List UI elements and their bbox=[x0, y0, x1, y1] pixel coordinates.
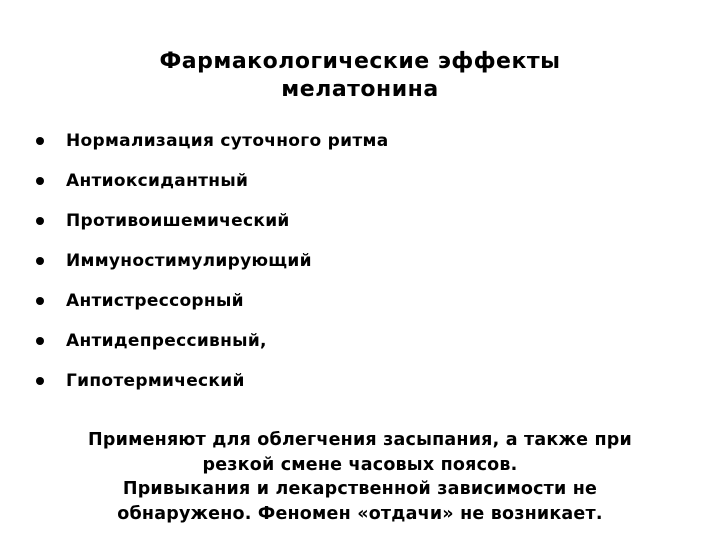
list-item-text: Противоишемический bbox=[66, 211, 290, 231]
list-item bbox=[36, 281, 388, 321]
list-item-text: Гипотермический bbox=[66, 371, 245, 391]
bullet-icon bbox=[36, 257, 44, 265]
list-item bbox=[36, 201, 388, 241]
bullet-icon bbox=[36, 377, 44, 385]
list-item bbox=[36, 241, 388, 281]
slide-title: Фармакологические эффекты мелатонина bbox=[159, 49, 561, 102]
list-item bbox=[36, 321, 388, 361]
list-item bbox=[36, 361, 388, 401]
usage-note: Применяют для облегчения засыпания, а также при резкой смене часовых поясов. Привыкания и лекарственной зависимости не обнаружено. Феномен «отдачи» не возникает. bbox=[88, 430, 632, 524]
list-item-text: Иммуностимулирующий bbox=[66, 251, 312, 271]
list-item-text: Антиоксидантный bbox=[66, 171, 249, 191]
list-item-text: Антидепрессивный, bbox=[66, 331, 267, 351]
effects-list bbox=[36, 121, 388, 401]
list-item bbox=[36, 161, 388, 201]
bullet-icon bbox=[36, 297, 44, 305]
bullet-icon bbox=[36, 337, 44, 345]
list-item-text: Антистрессорный bbox=[66, 291, 244, 311]
list-item bbox=[36, 121, 388, 161]
bullet-icon bbox=[36, 137, 44, 145]
list-item-text: Нормализация суточного ритма bbox=[66, 131, 389, 151]
bullet-icon bbox=[36, 217, 44, 225]
bullet-icon bbox=[36, 177, 44, 185]
